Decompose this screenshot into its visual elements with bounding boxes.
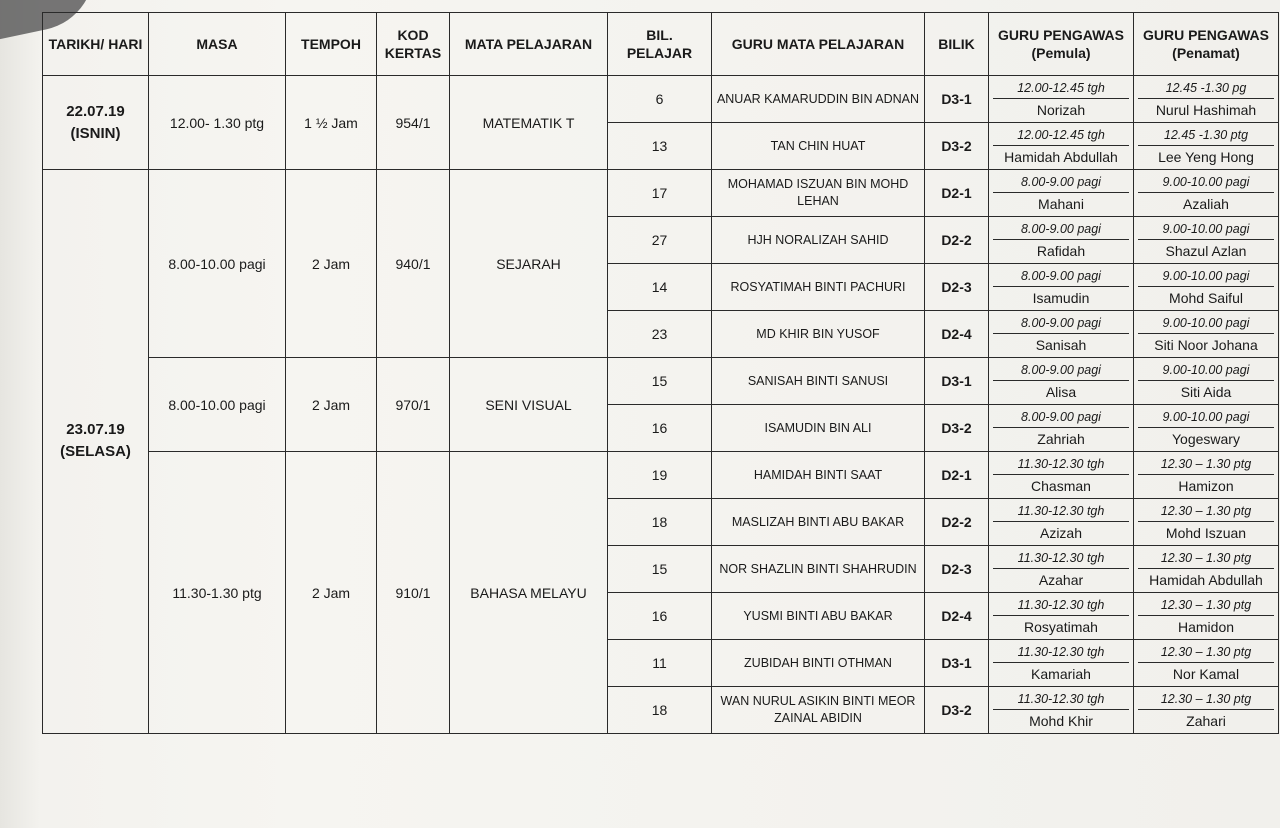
bil-cell: 19: [608, 452, 712, 499]
tempoh-cell: 2 Jam: [286, 358, 377, 452]
header-guru-pengawas-pemula: [989, 13, 1134, 76]
bil-cell: 15: [608, 358, 712, 405]
bil-cell: 16: [608, 405, 712, 452]
mata-pelajaran-cell: MATEMATIK T: [450, 76, 608, 170]
penamat-time: 12.30 – 1.30 ptg: [1138, 454, 1274, 475]
penamat-time: 12.45 -1.30 pg: [1138, 78, 1274, 99]
pemula-cell: [989, 452, 1134, 499]
pemula-cell: [989, 499, 1134, 546]
table-row: [43, 76, 1279, 123]
header-guru-mata-pelajaran: GURU MATA PELAJARAN: [712, 13, 925, 76]
penamat-name: Zahari: [1186, 712, 1226, 729]
bil-cell: 6: [608, 76, 712, 123]
header-tarikh: TARIKH/ HARI: [43, 13, 149, 76]
bilik-cell: D2-2: [925, 217, 989, 264]
bilik-cell: D3-1: [925, 640, 989, 687]
penamat-time: 12.30 – 1.30 ptg: [1138, 501, 1274, 522]
masa-cell: 8.00-10.00 pagi: [149, 358, 286, 452]
guru-cell: WAN NURUL ASIKIN BINTI MEOR ZAINAL ABIDIN: [712, 687, 925, 734]
pemula-name: Chasman: [1031, 477, 1091, 494]
header-pemula-sub: (Pemula): [1031, 45, 1091, 61]
pemula-time: 11.30-12.30 tgh: [993, 454, 1129, 475]
tempoh-cell: 1 ½ Jam: [286, 76, 377, 170]
day-text: (SELASA): [60, 443, 131, 460]
masa-cell: 12.00- 1.30 ptg: [149, 76, 286, 170]
pemula-cell: [989, 358, 1134, 405]
kod-cell: 970/1: [377, 358, 450, 452]
bil-cell: 15: [608, 546, 712, 593]
pemula-cell: [989, 217, 1134, 264]
pemula-cell: [989, 170, 1134, 217]
guru-cell: MD KHIR BIN YUSOF: [712, 311, 925, 358]
pemula-time: 8.00-9.00 pagi: [993, 219, 1129, 240]
table-row: [43, 452, 1279, 499]
bilik-cell: D2-1: [925, 452, 989, 499]
penamat-name: Siti Noor Johana: [1154, 336, 1258, 353]
pemula-time: 11.30-12.30 tgh: [993, 595, 1129, 616]
header-bil-pelajar: BIL. PELAJAR: [608, 13, 712, 76]
pemula-time: 8.00-9.00 pagi: [993, 360, 1129, 381]
penamat-cell: [1134, 405, 1279, 452]
penamat-time: 12.30 – 1.30 ptg: [1138, 642, 1274, 663]
pemula-name: Rafidah: [1036, 242, 1086, 259]
guru-cell: MOHAMAD ISZUAN BIN MOHD LEHAN: [712, 170, 925, 217]
exam-schedule-table: [42, 12, 1279, 734]
penamat-time: 9.00-10.00 pagi: [1138, 172, 1274, 193]
penamat-name: Nor Kamal: [1172, 665, 1240, 682]
penamat-time: 9.00-10.00 pagi: [1138, 313, 1274, 334]
pemula-time: 12.00-12.45 tgh: [993, 78, 1129, 99]
penamat-time: 9.00-10.00 pagi: [1138, 407, 1274, 428]
guru-cell: HAMIDAH BINTI SAAT: [712, 452, 925, 499]
bilik-cell: D3-2: [925, 123, 989, 170]
bil-cell: 14: [608, 264, 712, 311]
bilik-cell: D2-3: [925, 264, 989, 311]
kod-cell: 940/1: [377, 170, 450, 358]
bil-cell: 18: [608, 687, 712, 734]
guru-cell: NOR SHAZLIN BINTI SHAHRUDIN: [712, 546, 925, 593]
mata-pelajaran-cell: SENI VISUAL: [450, 358, 608, 452]
bil-cell: 11: [608, 640, 712, 687]
bilik-cell: D2-4: [925, 311, 989, 358]
penamat-name: Shazul Azlan: [1165, 242, 1247, 259]
pemula-name: Kamariah: [1031, 665, 1091, 682]
penamat-time: 9.00-10.00 pagi: [1138, 266, 1274, 287]
pemula-cell: [989, 546, 1134, 593]
header-pemula-title: GURU PENGAWAS: [997, 27, 1124, 43]
penamat-time: 9.00-10.00 pagi: [1138, 219, 1274, 240]
bilik-cell: D3-2: [925, 405, 989, 452]
penamat-cell: [1134, 640, 1279, 687]
table-row: [43, 170, 1279, 217]
pemula-cell: [989, 405, 1134, 452]
tempoh-cell: 2 Jam: [286, 170, 377, 358]
guru-cell: ANUAR KAMARUDDIN BIN ADNAN: [712, 76, 925, 123]
pemula-cell: [989, 593, 1134, 640]
penamat-name: Hamidon: [1177, 618, 1235, 635]
pemula-cell: [989, 640, 1134, 687]
bil-cell: 13: [608, 123, 712, 170]
date-cell: [43, 76, 149, 170]
pemula-name: Norizah: [1036, 101, 1086, 118]
mata-pelajaran-cell: SEJARAH: [450, 170, 608, 358]
pemula-name: Alisa: [1045, 383, 1077, 400]
guru-cell: MASLIZAH BINTI ABU BAKAR: [712, 499, 925, 546]
pemula-name: Azizah: [1039, 524, 1083, 541]
guru-cell: HJH NORALIZAH SAHID: [712, 217, 925, 264]
tempoh-cell: 2 Jam: [286, 452, 377, 734]
guru-cell: YUSMI BINTI ABU BAKAR: [712, 593, 925, 640]
penamat-name: Azaliah: [1183, 195, 1229, 212]
bil-cell: 17: [608, 170, 712, 217]
penamat-name: Siti Aida: [1180, 383, 1232, 400]
header-penamat-sub: (Penamat): [1172, 45, 1240, 61]
penamat-cell: [1134, 499, 1279, 546]
kod-cell: 954/1: [377, 76, 450, 170]
pemula-name: Isamudin: [1032, 289, 1090, 306]
penamat-cell: [1134, 687, 1279, 734]
penamat-cell: [1134, 76, 1279, 123]
guru-cell: TAN CHIN HUAT: [712, 123, 925, 170]
bil-cell: 18: [608, 499, 712, 546]
pemula-time: 12.00-12.45 tgh: [993, 125, 1129, 146]
guru-cell: ISAMUDIN BIN ALI: [712, 405, 925, 452]
penamat-name: Mohd Iszuan: [1165, 524, 1247, 541]
pemula-cell: [989, 264, 1134, 311]
penamat-time: 9.00-10.00 pagi: [1138, 360, 1274, 381]
penamat-cell: [1134, 452, 1279, 499]
penamat-time: 12.45 -1.30 ptg: [1138, 125, 1274, 146]
bilik-cell: D3-1: [925, 76, 989, 123]
penamat-time: 12.30 – 1.30 ptg: [1138, 548, 1274, 569]
pemula-time: 11.30-12.30 tgh: [993, 501, 1129, 522]
guru-cell: SANISAH BINTI SANUSI: [712, 358, 925, 405]
pemula-cell: [989, 123, 1134, 170]
bil-cell: 23: [608, 311, 712, 358]
pemula-time: 11.30-12.30 tgh: [993, 689, 1129, 710]
penamat-cell: [1134, 311, 1279, 358]
header-guru-pengawas-penamat: [1134, 13, 1279, 76]
guru-cell: ZUBIDAH BINTI OTHMAN: [712, 640, 925, 687]
pemula-name: Hamidah Abdullah: [1004, 148, 1118, 165]
pemula-time: 8.00-9.00 pagi: [993, 172, 1129, 193]
header-row: [43, 13, 1279, 76]
penamat-cell: [1134, 170, 1279, 217]
kod-cell: 910/1: [377, 452, 450, 734]
masa-cell: 8.00-10.00 pagi: [149, 170, 286, 358]
penamat-cell: [1134, 217, 1279, 264]
bilik-cell: D2-3: [925, 546, 989, 593]
bil-cell: 16: [608, 593, 712, 640]
header-penamat-title: GURU PENGAWAS: [1142, 27, 1269, 43]
header-mata-pelajaran: MATA PELAJARAN: [450, 13, 608, 76]
day-text: (ISNIN): [70, 124, 121, 142]
pemula-time: 11.30-12.30 tgh: [993, 548, 1129, 569]
bilik-cell: D2-2: [925, 499, 989, 546]
table-row: [43, 358, 1279, 405]
guru-cell: ROSYATIMAH BINTI PACHURI: [712, 264, 925, 311]
bilik-cell: D3-1: [925, 358, 989, 405]
pemula-cell: [989, 311, 1134, 358]
penamat-name: Nurul Hashimah: [1155, 101, 1257, 118]
bilik-cell: D2-4: [925, 593, 989, 640]
bilik-cell: D2-1: [925, 170, 989, 217]
penamat-name: Mohd Saiful: [1169, 289, 1243, 306]
date-text: 22.07.19: [66, 102, 125, 120]
date-cell: [43, 170, 149, 734]
bil-cell: 27: [608, 217, 712, 264]
pemula-cell: [989, 76, 1134, 123]
pemula-cell: [989, 687, 1134, 734]
pemula-name: Sanisah: [1035, 336, 1087, 353]
header-bilik: BILIK: [925, 13, 989, 76]
mata-pelajaran-cell: BAHASA MELAYU: [450, 452, 608, 734]
header-kod-kertas: KOD KERTAS: [377, 13, 450, 76]
penamat-name: Hamidah Abdullah: [1149, 571, 1263, 588]
penamat-cell: [1134, 546, 1279, 593]
penamat-name: Yogeswary: [1172, 430, 1240, 447]
penamat-cell: [1134, 123, 1279, 170]
penamat-cell: [1134, 358, 1279, 405]
penamat-name: Hamizon: [1178, 477, 1234, 494]
pemula-name: Zahriah: [1037, 430, 1085, 447]
pemula-time: 8.00-9.00 pagi: [993, 266, 1129, 287]
penamat-cell: [1134, 264, 1279, 311]
header-masa: MASA: [149, 13, 286, 76]
pemula-name: Rosyatimah: [1024, 618, 1098, 635]
penamat-cell: [1134, 593, 1279, 640]
header-tempoh: TEMPOH: [286, 13, 377, 76]
pemula-name: Mahani: [1038, 195, 1084, 212]
bilik-cell: D3-2: [925, 687, 989, 734]
pemula-name: Mohd Khir: [1029, 712, 1093, 729]
pemula-time: 8.00-9.00 pagi: [993, 407, 1129, 428]
pemula-time: 11.30-12.30 tgh: [993, 642, 1129, 663]
masa-cell: 11.30-1.30 ptg: [149, 452, 286, 734]
date-text: 23.07.19: [66, 421, 125, 438]
penamat-name: Lee Yeng Hong: [1158, 148, 1254, 165]
penamat-time: 12.30 – 1.30 ptg: [1138, 595, 1274, 616]
pemula-time: 8.00-9.00 pagi: [993, 313, 1129, 334]
penamat-time: 12.30 – 1.30 ptg: [1138, 689, 1274, 710]
pemula-name: Azahar: [1038, 571, 1084, 588]
